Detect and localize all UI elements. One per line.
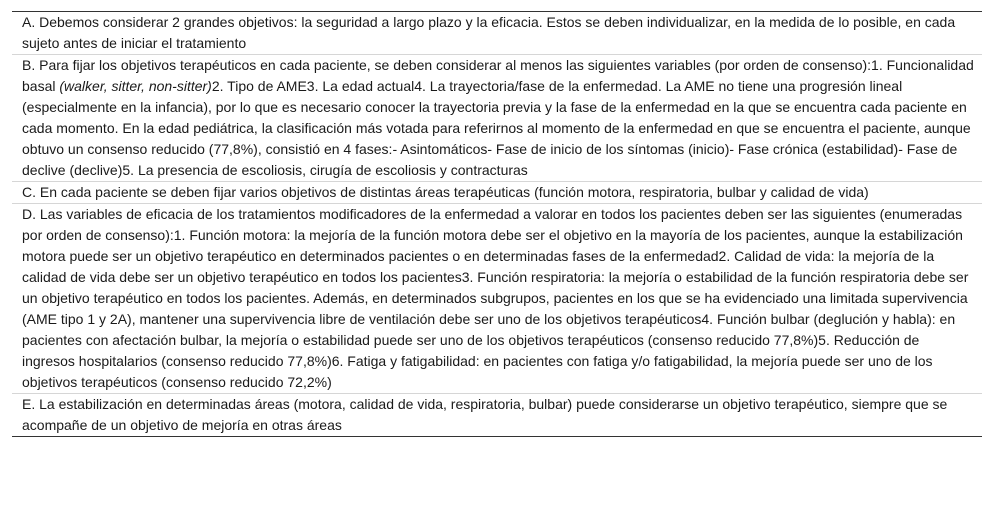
- row-d-text: D. Las variables de eficacia de los tratamientos modificadores de la enfermedad a valorar en todos los pacientes deben ser las siguientes (enumeradas por orden de consenso):1. Función motora: la mejoría de la función motora debe ser el objetivo en la mayoría de los pacientes, aunque la estabilización motora puede ser un objetivo terapéutico en determinados pacientes o en determinadas fases de la enfermedad2. Calidad de vida: la mejoría de la calidad de vida debe ser un objetivo terapéutico en todos los pacientes3. Función respiratoria: la mejoría o estabilidad de la función respiratoria debe ser un objetivo terapéutico en todos los pacientes. Además, en determinados subgrupos, pacientes en los que se ha evidenciado una limitada supervivencia (AME tipo 1 y 2A), mantener una supervivencia libre de ventilación debe ser uno de los objetivos terapéuticos4. Función bulbar (deglución y habla): en pacientes con afectación bulbar, la mejoría o estabilidad puede ser uno de los objetivos terapéuticos (consenso reducido 77,8%)5. Reducción de ingresos hospitalarios (consenso reducido 77,8%)6. Fatiga y fatigabilidad: en pacientes con fatiga y/o fatigabilidad, la mejoría puede ser uno de los objetivos terapéuticos (consenso reducido 72,2%): [12, 204, 982, 394]
- row-b-text-end: 2. Tipo de AME3. La edad actual4. La trayectoria/fase de la enfermedad. La AME no tiene una progresión lineal (especialmente en la infancia), por lo que es necesario conocer la trayectoria previa y la fase de la enfermedad en la que se encuentra cada paciente en cada momento. En la edad pediátrica, la clasificación más votada para referirnos al momento de la enfermedad en que se encuentra el paciente, aunque obtuvo un consenso reducido (77,8%), consistió en 4 fases:- Asintomáticos- Fase de inicio de los síntomas (inicio)- Fase crónica (estabilidad)- Fase de declive (declive)5. La presencia de escoliosis, cirugía de escoliosis y contracturas: [22, 78, 971, 178]
- row-b-text-start: B. Para fijar los objetivos terapéuticos en cada paciente, se deben considerar al menos las siguientes variables (por orden de consenso):1. Funcionalidad basal: [22, 57, 974, 94]
- row-a-text: A. Debemos considerar 2 grandes objetivos: la seguridad a largo plazo y la eficacia. Estos se deben individualizar, en la medida de lo posible, en cada sujeto antes de iniciar el tratamiento: [12, 12, 982, 55]
- row-b-italic-text: (walker, sitter, non-sitter): [59, 78, 212, 94]
- table-row: [12, 182, 982, 204]
- recommendations-table: [12, 11, 982, 437]
- row-b-cell: [12, 55, 982, 182]
- table-row: [12, 394, 982, 437]
- table-row: [12, 204, 982, 394]
- table-row: [12, 12, 982, 55]
- row-e-text: E. La estabilización en determinadas áreas (motora, calidad de vida, respiratoria, bulbar) puede considerarse un objetivo terapéutico, siempre que se acompañe de un objetivo de mejoría en otras áreas: [12, 394, 982, 437]
- row-c-text: C. En cada paciente se deben fijar varios objetivos de distintas áreas terapéuticas (función motora, respiratoria, bulbar y calidad de vida): [12, 182, 982, 204]
- table-row: [12, 55, 982, 182]
